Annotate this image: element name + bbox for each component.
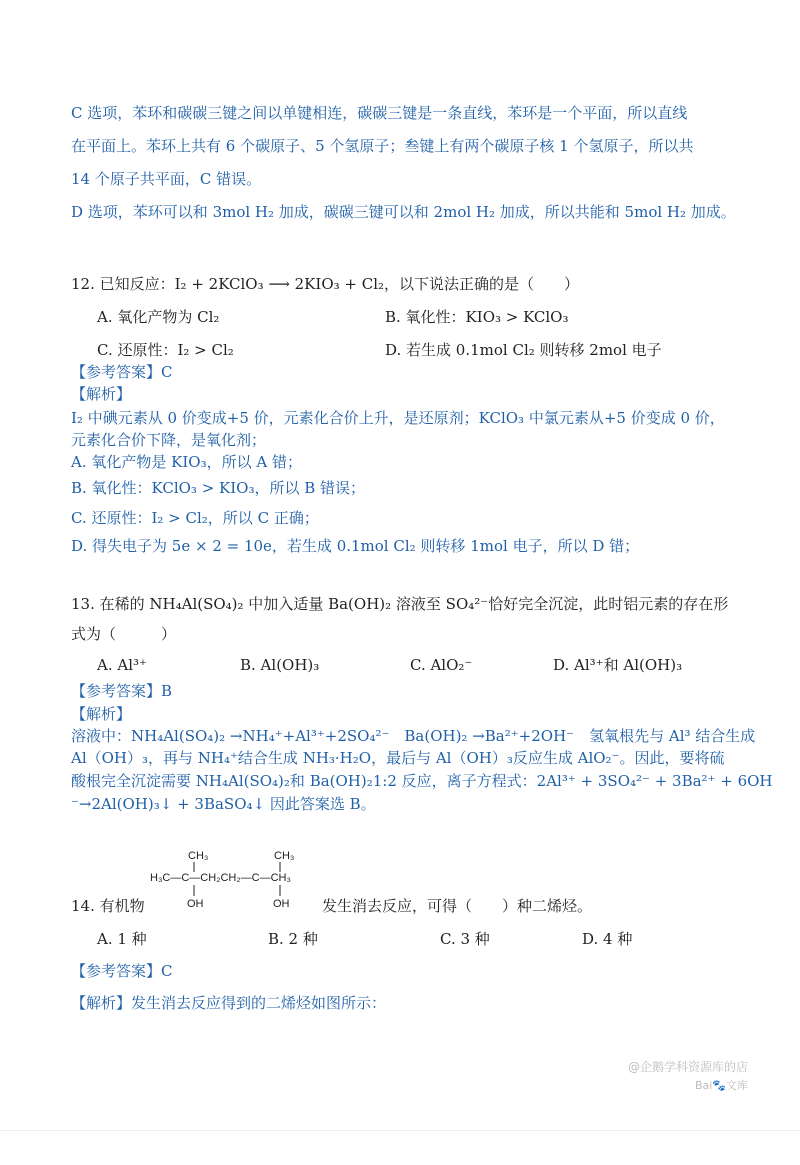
q14-answer: 【参考答案】C — [71, 962, 173, 980]
q13-explanation-3: 酸根完全沉淀需要 NH₄Al(SO₄)₂和 Ba(OH)₂1:2 反应，离子方程式：2Al³⁺ + 3SO₄²⁻ + 3Ba²⁺ + 6OH — [71, 772, 773, 790]
q12-explanation-4: B. 氧化性：KClO₃ > KIO₃，所以 B 错误； — [71, 479, 366, 497]
q13-option-a: A. Al³⁺ — [97, 656, 147, 674]
q14-stem-prefix: 14. 有机物 — [71, 897, 145, 915]
q12-analysis-label: 【解析】 — [71, 385, 132, 403]
q12-answer: 【参考答案】C — [71, 363, 173, 381]
q12-option-d: D. 若生成 0.1mol Cl₂ 则转移 2mol 电子 — [385, 341, 662, 359]
q12-option-c: C. 还原性：I₂ > Cl₂ — [97, 341, 234, 359]
q13-option-c: C. AlO₂⁻ — [410, 656, 473, 674]
q13-option-d: D. Al³⁺和 Al(OH)₃ — [553, 656, 683, 674]
watermark — [628, 1058, 748, 1093]
q12-option-a: A. 氧化产物为 Cl₂ — [97, 308, 220, 326]
oh-right-label: OH — [273, 898, 290, 910]
q14-structural-formula — [150, 845, 330, 915]
q12-stem: 12. 已知反应：I₂ + 2KClO₃ ⟶ 2KIO₃ + Cl₂，以下说法正确的是（ ） — [71, 275, 580, 293]
q14-option-b: B. 2 种 — [268, 930, 318, 948]
q11-c-line-1: C 选项，苯环和碳碳三键之间以单键相连，碳碳三键是一条直线，苯环是一个平面，所以直线 — [71, 104, 688, 122]
ch3-left-label: CH₃ — [188, 850, 209, 862]
q11-c-line-3: 14 个原子共平面，C 错误。 — [71, 170, 262, 188]
q11-c-line-2: 在平面上。苯环上共有 6 个碳原子、5 个氢原子；叁键上有两个碳原子核 1 个氢原子，所以共 — [71, 137, 694, 155]
baidu-wenku-logo: Bai🐾文库 — [694, 1079, 748, 1092]
q13-analysis-label: 【解析】 — [71, 705, 132, 723]
watermark-text: @企鹅学科资源库的店 — [627, 1060, 748, 1074]
q14-analysis: 【解析】发生消去反应得到的二烯烃如图所示： — [71, 994, 387, 1012]
q13-explanation-2: Al（OH）₃，再与 NH₄⁺结合生成 NH₃·H₂O，最后与 Al（OH）₃反应生成 AlO₂⁻。因此，要将硫 — [71, 749, 725, 767]
q13-explanation-4: ⁻→2Al(OH)₃↓ + 3BaSO₄↓ 因此答案选 B。 — [71, 795, 376, 813]
q14-stem-suffix: 发生消去反应，可得（ ）种二烯烃。 — [322, 897, 593, 915]
q14-option-c: C. 3 种 — [440, 930, 490, 948]
page-divider — [0, 1130, 800, 1131]
q12-explanation-5: C. 还原性：I₂ > Cl₂，所以 C 正确； — [71, 509, 319, 527]
q13-option-b: B. Al(OH)₃ — [240, 656, 320, 674]
q12-option-b: B. 氧化性：KIO₃ > KClO₃ — [385, 308, 569, 326]
q13-stem-1: 13. 在稀的 NH₄Al(SO₄)₂ 中加入适量 Ba(OH)₂ 溶液至 SO₄²⁻恰好完全沉淀，此时铝元素的存在形 — [71, 595, 729, 613]
q14-option-a: A. 1 种 — [97, 930, 147, 948]
q12-explanation-6: D. 得失电子为 5e × 2 = 10e，若生成 0.1mol Cl₂ 则转移 1mol 电子，所以 D 错； — [71, 537, 640, 555]
q13-answer: 【参考答案】B — [71, 682, 173, 700]
main-chain-label: H₃C—C—CH₂CH₂—C—CH₃ — [150, 872, 291, 884]
q12-explanation-3: A. 氧化产物是 KIO₃，所以 A 错； — [71, 453, 302, 471]
oh-left-label: OH — [187, 898, 204, 910]
q13-explanation-1: 溶液中：NH₄Al(SO₄)₂ →NH₄⁺+Al³⁺+2SO₄²⁻ Ba(OH)₂ →Ba²⁺+2OH⁻ 氢氧根先与 Al³ 结合生成 — [71, 727, 756, 745]
q13-stem-2: 式为（ ） — [71, 625, 177, 643]
q12-explanation-2: 元素化合价下降，是氧化剂； — [71, 431, 267, 449]
q11-d-line: D 选项，苯环可以和 3mol H₂ 加成，碳碳三键可以和 2mol H₂ 加成，所以共能和 5mol H₂ 加成。 — [71, 203, 736, 221]
ch3-right-label: CH₃ — [274, 850, 295, 862]
q12-explanation-1: I₂ 中碘元素从 0 价变成+5 价，元素化合价上升，是还原剂；KClO₃ 中氯元素从+5 价变成 0 价， — [71, 409, 725, 427]
q14-option-d: D. 4 种 — [582, 930, 633, 948]
